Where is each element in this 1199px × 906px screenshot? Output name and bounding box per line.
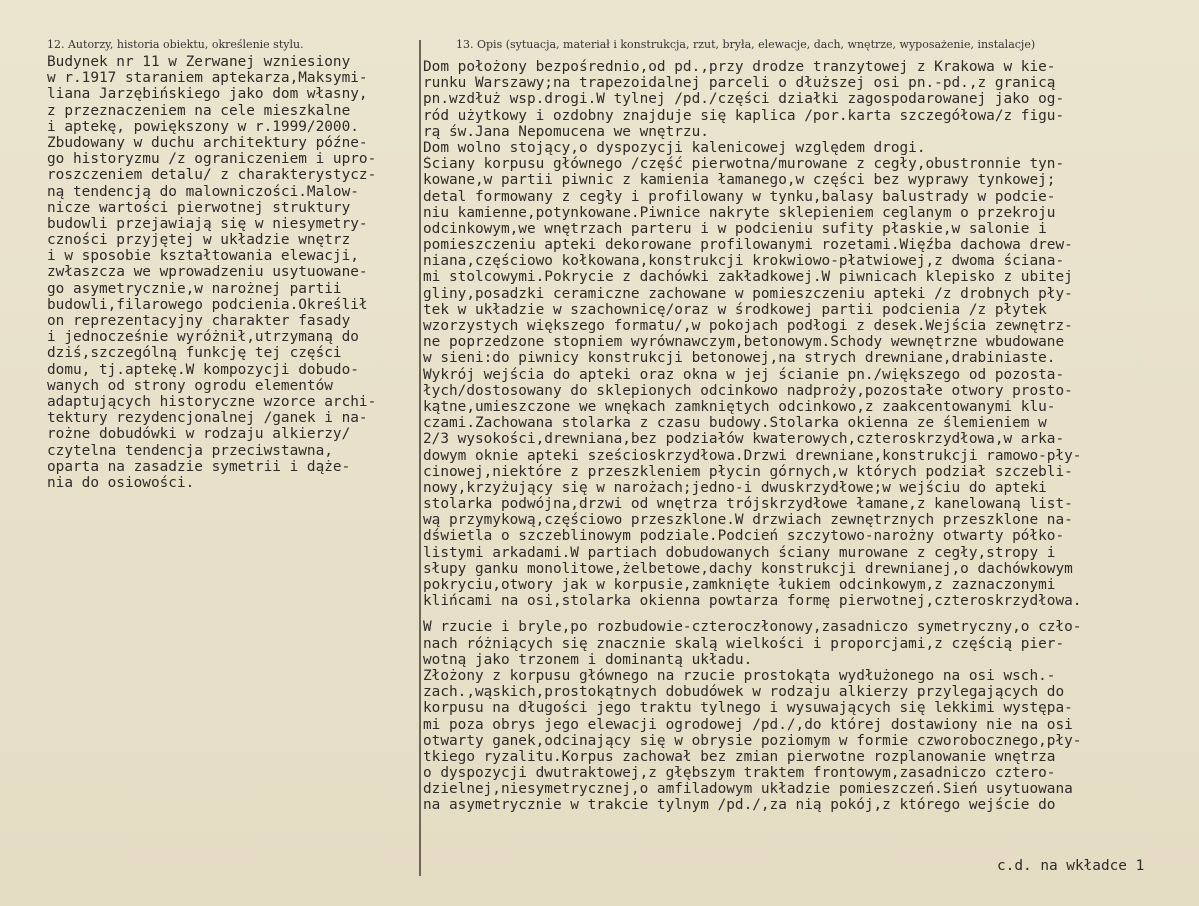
text-line: runku Warszawy;na trapezoidalnej parceli o dłuższej osi pn.-pd.,z granicą bbox=[423, 75, 1056, 92]
text-line: nowy,krzyżujący się w narożach;jedno-i dwuskrzydłowe;w wejściu do apteki bbox=[423, 479, 1047, 496]
text-line: łych/dostosowany do sklepionych odcinkowo nadproży,pozostałe otwory prosto- bbox=[423, 382, 1073, 399]
text-line: i jednocześnie wyróżnił,utrzymaną do bbox=[47, 329, 359, 346]
text-line: Dom położony bezpośrednio,od pd.,przy drodze tranzytowej z Krakowa w kie- bbox=[423, 59, 1056, 75]
text-line: niana,częściowo kołkowana,konstrukcji krokwiowo-płatwiowej,z dwoma ściana- bbox=[423, 253, 1065, 270]
text-line: wotną jako trzonem i dominantą układu. bbox=[423, 651, 753, 668]
text-line: odcinkowym,we wnętrzach parteru i w podcieniu sufity płaskie,w salonie i bbox=[423, 220, 1047, 237]
text-line: liana Jarzębińskiego jako dom własny, bbox=[47, 86, 368, 103]
text-line: nach różniących się znacznie skalą wielkości i proporcjami,z częścią pier- bbox=[423, 635, 1065, 652]
text-line: ne poprzedzone stopniem wyrównawczym,betonowym.Schody wewnętrzne wbudowane bbox=[423, 334, 1065, 351]
text-line: Zbudowany w duchu architektury późne- bbox=[47, 134, 368, 151]
text-line: niu kamienne,potynkowane.Piwnice nakryte sklepieniem ceglanym o przekroju bbox=[423, 204, 1056, 221]
text-line: rą św.Jana Nepomucena we wnętrzu. bbox=[423, 123, 709, 140]
text-line: i aptekę, powiększony w r.1999/2000. bbox=[47, 118, 359, 135]
text-line: słupy ganku monolitowe,żelbetowe,dachy konstrukcji drewnianej,o dachówkowym bbox=[423, 560, 1073, 577]
text-line: mi poza obrys jego elewacji ogrodowej /pd./,do której dostawiony nie na osi bbox=[423, 716, 1073, 733]
text-line: mi stolcowymi.Pokrycie z dachówki zakładkowej.W piwnicach klepisko z ubitej bbox=[423, 269, 1073, 286]
text-line: zwłaszcza we wprowadzeniu usytuowane- bbox=[47, 264, 368, 281]
column-divider bbox=[419, 40, 421, 876]
history-text-column bbox=[47, 54, 376, 491]
text-line: i w sposobie kształtowania elewacji, bbox=[47, 248, 359, 265]
text-line: dświetla o szczeblinowym podziale.Podcień szczytowo-narożny otwarty półko- bbox=[423, 528, 1065, 545]
text-line: z przeznaczeniem na cele mieszkalne bbox=[47, 102, 351, 119]
text-line: kowane,w partii piwnic z kamienia łamanego,w części bez wyprawy tynkowej; bbox=[423, 172, 1056, 189]
text-line: budowli przejawiają się w niesymetry- bbox=[47, 215, 368, 232]
text-line: zach.,wąskich,prostokątnych dobudówek w rodzaju alkierzy przylegających do bbox=[423, 684, 1065, 701]
text-line: budowli,filarowego podcienia.Określił bbox=[47, 296, 368, 313]
text-line: pn.wzdłuż wsp.drogi.W tylnej /pd./części działki zagospodarowanej jako og- bbox=[423, 91, 1065, 108]
text-line: 2/3 wysokości,drewniana,bez podziałów kwaterowych,czteroskrzydłowa,w arka- bbox=[423, 431, 1065, 448]
text-line: Wykrój wejścia do apteki oraz okna w jej ścianie pn./większego od pozosta- bbox=[423, 366, 1065, 383]
text-line: otwarty ganek,odcinający się w obrysie poziomym w formie czworobocznego,pły- bbox=[423, 732, 1082, 749]
text-line: pomieszczeniu apteki dekorowane profilowanymi rozetami.Więźba dachowa drew- bbox=[423, 237, 1073, 254]
text-line: roszczeniem detalu/ z charakterystycz- bbox=[47, 167, 377, 184]
text-line: wanych od strony ogrodu elementów bbox=[47, 377, 333, 394]
text-line: pokryciu,otwory jak w korpusie,zamknięte łukiem odcinkowym,z zaznaczonymi bbox=[423, 577, 1056, 593]
text-line: dzielnej,niesymetrycznej,o amfiladowym układzie pomieszczeń.Sień usytuowana bbox=[423, 781, 1073, 798]
text-line: cinowej,niektóre z przeszkleniem płycin górnych,w których podział szczebli- bbox=[423, 463, 1073, 480]
text-line: domu, tj.aptekę.W kompozycji dobudo- bbox=[47, 361, 359, 378]
text-line: Złożony z korpusu głównego na rzucie prostokąta wydłużonego na osi wsch.- bbox=[423, 667, 1056, 684]
text-line: ną tendencją do malowniczości.Malow- bbox=[47, 183, 359, 200]
text-line: tkiego ryzalitu.Korpus zachował bez zmian pierwotne rozplanowanie wnętrza bbox=[423, 748, 1056, 765]
text-line: stolarka podwójna,drzwi od wnętrza trójskrzydłowe łamane,z kanelowaną list- bbox=[423, 496, 1073, 513]
text-line: gliny,posadzki ceramiczne zachowane w pomieszczeniu apteki /z drobnych pły- bbox=[423, 285, 1073, 302]
text-line: tektury rezydencjonalnej /ganek i na- bbox=[47, 410, 368, 427]
text-line: w sieni:do piwnicy konstrukcji betonowej,na strych drewniane,drabiniaste. bbox=[423, 350, 1056, 367]
text-line: detal formowany z cegły i profilowany w tynku,balasy balustrady w podcie- bbox=[423, 188, 1056, 205]
text-line: W rzucie i bryle,po rozbudowie-czteroczłonowy,zasadniczo symetryczny,o czło- bbox=[423, 619, 1082, 636]
text-line: tek w układzie w szachownicę/oraz w środkowej partii podcienia /z płytek bbox=[423, 301, 1047, 318]
text-line: Dom wolno stojący,o dyspozycji kalenicowej względem drogi. bbox=[423, 139, 926, 156]
text-line: go asymetrycznie,w narożnej partii bbox=[47, 280, 342, 297]
text-line: klińcami na osi,stolarka okienna powtarza formę pierwotnej,czteroskrzydłowa. bbox=[423, 593, 1082, 610]
text-line: nia do osiowości. bbox=[47, 474, 195, 491]
text-line: on reprezentacyjny charakter fasady bbox=[47, 313, 351, 329]
paragraph-gap bbox=[423, 609, 1081, 619]
text-line: Budynek nr 11 w Zerwanej wzniesiony bbox=[47, 54, 351, 70]
section-12-header: 12. Autorzy, historia obiektu, określenie stylu. bbox=[47, 38, 304, 51]
text-line: dowym oknie apteki sześcioskrzydłowa.Drzwi drewniane,konstrukcji ramowo-pły- bbox=[423, 447, 1082, 464]
text-line: czami.Zachowana stolarka z czasu budowy.Stolarka okienna ze ślemieniem w bbox=[423, 415, 1047, 432]
text-line: czności przyjętej w układzie wnętrz bbox=[47, 232, 351, 249]
text-line: listymi arkadami.W partiach dobudowanych ściany murowane z cegły,stropy i bbox=[423, 544, 1056, 561]
text-line: czytelna tendencja przeciwstawna, bbox=[47, 442, 333, 459]
text-line: Ściany korpusu głównego /część pierwotna/murowane z cegły,obustronnie tyn- bbox=[423, 156, 1065, 173]
section-13-header: 13. Opis (sytuacja, materiał i konstrukcja, rzut, bryła, elewacje, dach, wnętrze, wyposażenie, instalacje) bbox=[456, 38, 1036, 51]
text-line: korpusu na długości jego traktu tylnego i wysuwających się lekkimi występa- bbox=[423, 700, 1073, 717]
text-line: oparta na zasadzie symetrii i dąże- bbox=[47, 458, 351, 475]
text-line: adaptujących historyczne wzorce archi- bbox=[47, 393, 377, 410]
text-line: rożne dobudówki w rodzaju alkierzy/ bbox=[47, 426, 351, 443]
text-line: na asymetrycznie w trakcie tylnym /pd./,za nią pokój,z którego wejście do bbox=[423, 797, 1056, 814]
continuation-note: c.d. na wkładce 1 bbox=[997, 858, 1145, 874]
text-line: o dyspozycji dwutraktowej,z głębszym traktem frontowym,zasadniczo cztero- bbox=[423, 765, 1056, 782]
text-line: w r.1917 staraniem aptekarza,Maksymi- bbox=[47, 70, 368, 87]
text-line: wzorzystych większego formatu/,w pokojach podłogi z desek.Wejścia zewnętrz- bbox=[423, 318, 1073, 334]
text-line: go historyzmu /z ograniczeniem i upro- bbox=[47, 151, 377, 168]
text-line: kątne,umieszczone we wnękach zamkniętych odcinkowo,z zaakcentowanymi klu- bbox=[423, 398, 1056, 415]
text-line: ród użytkowy i ozdobny znajduje się kaplica /por.karta szczegółowa/z figu- bbox=[423, 107, 1065, 124]
text-line: nicze wartości pierwotnej struktury bbox=[47, 199, 351, 216]
text-line: wą przymykową,częściowo przeszklone.W drzwiach zewnętrznych przeszklone na- bbox=[423, 512, 1073, 529]
description-text-column bbox=[423, 59, 1081, 814]
text-line: dziś,szczególną funkcję tej części bbox=[47, 345, 342, 362]
